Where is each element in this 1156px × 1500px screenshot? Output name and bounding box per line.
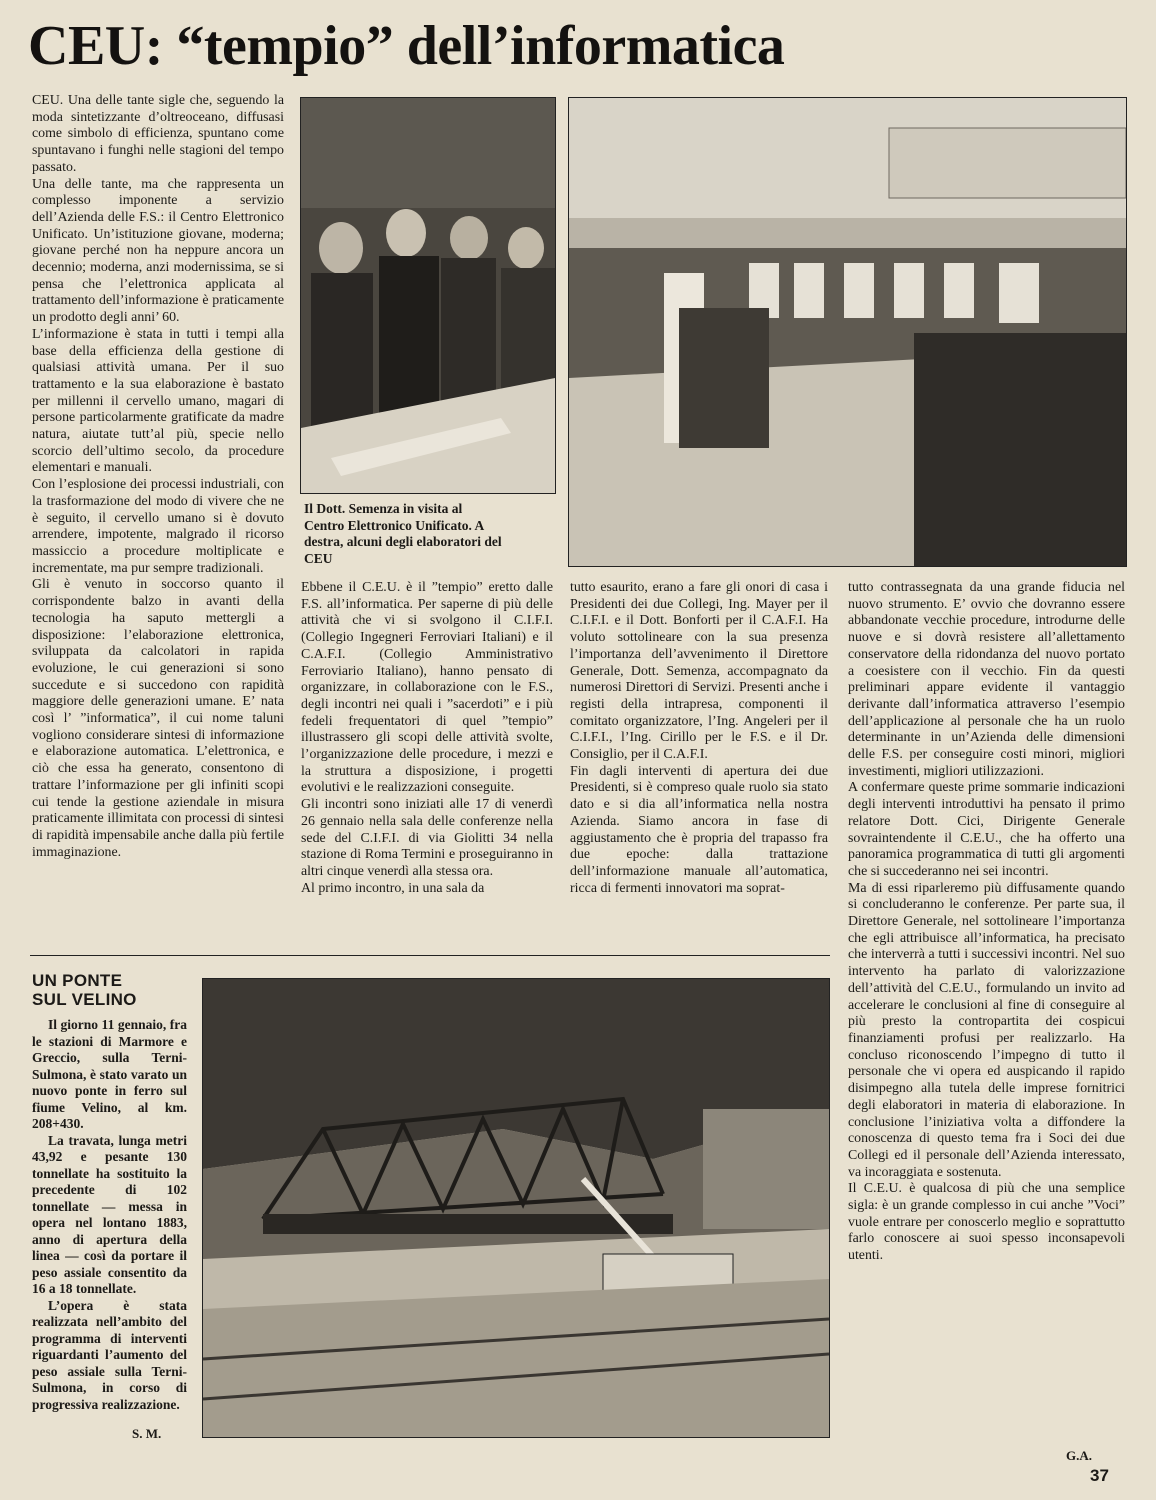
- paragraph: L’informazione è stata in tutti i tempi alla base della efficienza della gestione di qualsiasi attività umana. Per il suo trattamento e la sua elaborazione è bastato per millenni il cervello umano, magari di persone particolarmente gratificate da madre natura, aiutate tutt’al più, specie nello scorcio dell’ultimo secolo, da procedure elementari e manuali.: [32, 326, 284, 476]
- photo-computer-room-image: [569, 98, 1126, 566]
- paragraph: Ma di essi riparleremo più diffusamente quando si concluderanno le conferenze. Per parte sua, il Direttore Generale, nel sottolineare l’importanza che egli attribuisce all’informatica, ha precisato che interverrà a tutti i successivi incontri. Nel suo intervento ha parlato di valorizzazione dell’attività del C.E.U., formulando un invito ad accelerare le conclusioni al fine di conseguire al più presto la contropartita dei cospicui finanziamenti profusi per realizzarlo. Ha concluso riconoscendo l’impegno di tutto il personale che vi opera ed auspicando il rapido disimpegno alla tutela delle imprese fornitrici degli elaboratori in materia di elaborazione. In conclusione l’iniziativa volta a diffondere la conoscenza di questo tema fra i Soci dei due Collegi ed il personale dell’Azienda interessato, va incoraggiata e sostenuta.: [848, 880, 1125, 1180]
- photo-bridge-image: [203, 979, 829, 1437]
- paragraph: Fin dagli interventi di apertura dei due Presidenti, si è compreso quale ruolo sia stato dato e si dia all’informatica nella nostra Azienda. Siamo ancora in fase di aggiustamento che è propria del trapasso fra due epoche: dalla trattazione dell’informazione manuale all’automatica, ricca di fermenti innovatori ma soprat-: [570, 763, 828, 896]
- sidebar-heading-line2: SUL VELINO: [32, 990, 137, 1009]
- sidebar-signature: S. M.: [132, 1426, 162, 1441]
- page-title: CEU: “tempio” dell’informatica: [28, 15, 785, 77]
- paragraph: Con l’esplosione dei processi industriali, con la trasformazione del modo di vivere che ne è seguito, il cervello umano si è dovuto arrendere, impotente, malgrado il ricorso massiccio a procedure moltiplicate e incrementate, ma pur sempre tradizionali.: [32, 477, 284, 576]
- photo-visit-image: [301, 98, 555, 493]
- paragraph: Gli incontri sono iniziati alle 17 di venerdì 26 gennaio nella sala delle conferenze nella sede del C.I.F.I. di via Giolitti 34 nella stazione di Roma Termini e proseguiranno in altri cinque venerdì alla stessa ora.: [301, 797, 553, 879]
- article-signature: G.A.: [1066, 1448, 1092, 1463]
- paragraph: La travata, lunga metri 43,92 e pesante 130 tonnellate ha sostituito la precedente di 102 tonnellate — messa in opera nel lontano 1883, anno di apertura della linea — così da portare il peso assiale consentito da 16 a 18 tonnellate.: [32, 1132, 187, 1296]
- section-divider: [30, 955, 830, 956]
- paragraph: Il giorno 11 gennaio, fra le stazioni di Marmore e Greccio, sulla Terni-Sulmona, è stato varato un nuovo ponte in ferro sul fiume Velino, al km. 208+430.: [32, 1017, 187, 1131]
- sidebar-heading-line1: UN PONTE: [32, 971, 123, 990]
- paragraph: tutto esaurito, erano a fare gli onori di casa i Presidenti dei due Collegi, Ing. Mayer per il C.I.F.I. e il Dott. Bonforti per il C.A.F.I. Ha voluto sottolineare con la sua presenza l’importanza dell’avvenimento il Direttore Generale, Dott. Semenza, accompagnato da numerosi Direttori di Servizi. Presenti anche i registi della intrapresa, componenti il comitato organizzatore, l’Ing. Angeleri per il C.I.F.I., l’Ing. Cirillo per le F.S. e il Dr. Consiglio, per il C.A.F.I.: [570, 580, 828, 763]
- page-number: 37: [1090, 1466, 1109, 1485]
- paragraph: Ebbene il C.E.U. è il ”tempio” eretto dalle F.S. all’informatica. Per saperne di più delle attività che vi si svolgono il C.I.F.I. (Collegio Ingegneri Ferroviari Italiani) e il C.A.F.I. (Collegio Amministrativo Ferroviario Italiano), hanno pensato di organizzare, in collaborazione con le F.S., degli incontri nei quali i ”sacerdoti” e i più fedeli frequentatori di quel ”tempio” illustrassero gli scopi delle attività svolte, l’organizzazione delle procedure, i mezzi e la struttura a disposizione, i progetti evolutivi e le realizzazioni conseguite.: [301, 580, 553, 796]
- paragraph: Una delle tante, ma che rappresenta un complesso imponente a servizio dell’Azienda delle F.S.: il Centro Elettronico Unificato. Un’istituzione giovane, moderna; giovane perché non ha neppure ancora un decennio; moderna, anzi modernissima, se si pensa che l’elettronica applicata al trattamento dell’informazione è praticamente un prodotto degli anni’ 60.: [32, 176, 284, 326]
- paragraph: Al primo incontro, in una sala da: [301, 880, 485, 896]
- paragraph: Gli è venuto in soccorso quanto il corrispondente balzo in avanti della tecnologia ha saputo mettergli a disposizione: l’elaborazione elettronica, sviluppata da calcolatori in rapida evoluzione, le cui generazioni si sono succedute e si succedono con rapidità maggiore delle generazioni umane. E’ nata così l’ ”informatica”, il cui nome taluni vogliono considerare sintesi di informazione e elaborazione automatica. L’elettronica, e ciò che essa ha generato, consentono di trattare l’informazione per gli infiniti scopi cui tende la gestione aziendale in misura praticamente illimitata con processi di sintesi di rapidità impensabile anche dalla più fertile immaginazione.: [32, 577, 284, 860]
- sidebar-heading: [32, 971, 202, 1009]
- paragraph: tutto contrassegnata da una grande fiducia nel nuovo strumento. E’ ovvio che dovranno essere abbandonate vecchie procedure, introdurne delle nuove e si dovrà resistere all’allettamento conservatore della ridondanza del nuovo portato a coesistere con il vecchio. Fin da questi preliminari appare evidente il vantaggio derivante dall’informatica attraverso l’esempio dell’applicazione al personale che ha un ruolo determinante in un’Azienda delle dimensioni delle F.S. per conseguire costi minori, migliori investimenti, migliori utilizzazioni.: [848, 580, 1125, 779]
- paragraph: L’opera è stata realizzata nell’ambito del programma di interventi riguardanti l’aumento del peso assiale sulla Terni-Sulmona, in corso di progressiva realizzazione.: [32, 1297, 187, 1412]
- sidebar-text: [32, 1017, 187, 1419]
- article-column-1: [32, 93, 284, 928]
- article-column-3: [570, 580, 828, 925]
- paragraph: CEU. Una delle tante sigle che, seguendo la moda sintetizzante d’oltreoceano, diffusasi come simbolo di efficienza, spuntano come spuntavano i funghi nelle stagioni del tempo passato.: [32, 93, 284, 175]
- photo-caption: Il Dott. Semenza in visita al Centro Elettronico Unificato. A destra, alcuni degli elaboratori del CEU: [304, 501, 502, 566]
- article-column-2: [301, 580, 553, 925]
- paragraph: A confermare queste prime sommarie indicazioni degli interventi introduttivi ha pensato il primo relatore Dott. Cici, Dirigente Generale sovraintendente il C.E.U., che ha offerto una panoramica programmatica di tutti gli argomenti che si succederanno nei sei incontri.: [848, 780, 1125, 879]
- photo-bridge: [202, 978, 830, 1438]
- photo-computer-room: [568, 97, 1127, 567]
- photo-visit: [300, 97, 556, 494]
- article-column-4: [848, 580, 1125, 1440]
- paragraph: Il C.E.U. è qualcosa di più che una semplice sigla: è un grande complesso in cui anche ”Voci” vuole entrare per conoscerlo meglio e soprattutto farlo conoscere ai suoi spesso inconsapevoli utenti.: [848, 1181, 1125, 1264]
